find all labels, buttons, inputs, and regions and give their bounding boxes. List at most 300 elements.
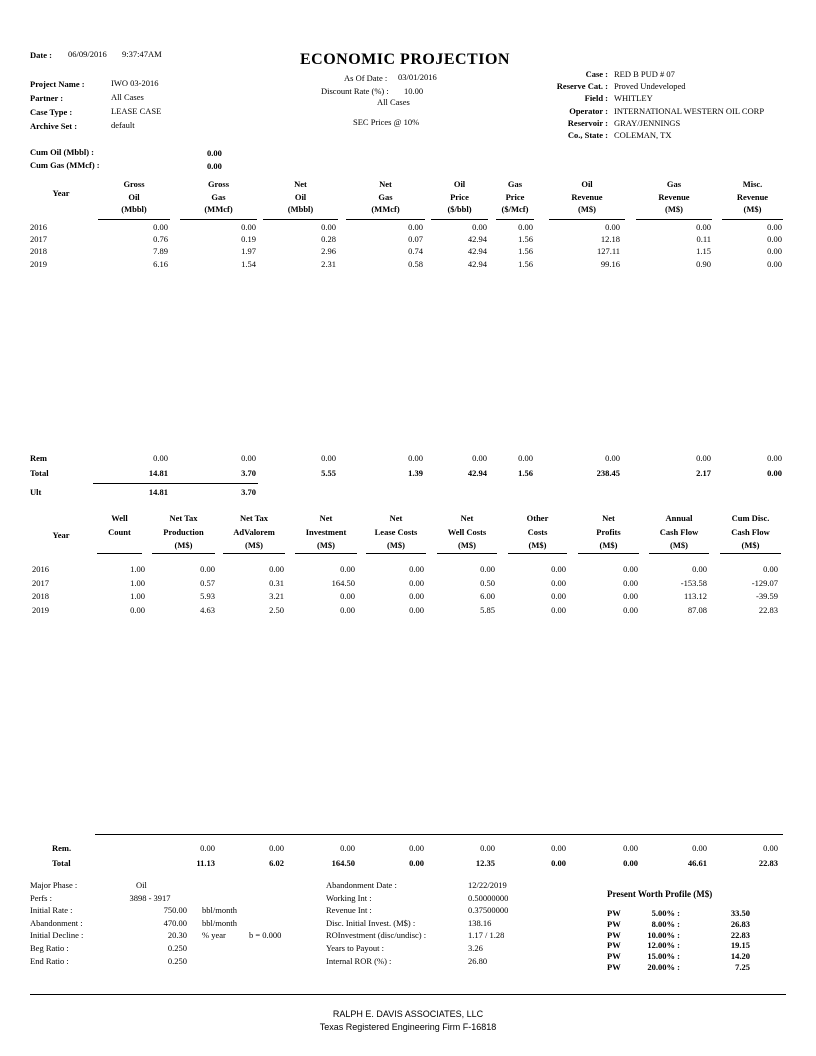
column-header-line: (M$) bbox=[458, 540, 476, 550]
field-value: Proved Undeveloped bbox=[614, 81, 686, 92]
rem-cell: 0.00 bbox=[605, 453, 620, 463]
field-label: Reservoir : bbox=[567, 117, 608, 128]
column-header-line: (MMcf) bbox=[204, 204, 233, 214]
rem-cell: 0.00 bbox=[480, 843, 495, 853]
row-year: 2019 bbox=[30, 258, 47, 269]
total-cell: 1.39 bbox=[408, 468, 423, 478]
header-underline bbox=[578, 553, 639, 554]
summary-value: Oil bbox=[136, 880, 147, 890]
summary-value: 20.30 bbox=[167, 930, 187, 941]
pw-label: PW bbox=[607, 929, 621, 940]
table-cell: 0.74 bbox=[408, 246, 423, 257]
column-header bbox=[496, 178, 534, 216]
table-cell: 0.00 bbox=[408, 222, 423, 232]
table-cell: 6.00 bbox=[480, 591, 495, 601]
total-cell: 42.94 bbox=[467, 468, 487, 478]
table-cell: 87.08 bbox=[687, 604, 707, 615]
summary-value: 3898 - 3917 bbox=[129, 892, 171, 903]
table-cell: 0.00 bbox=[767, 234, 782, 245]
summary-value: 0.50000000 bbox=[468, 892, 509, 903]
total-cell: 3.70 bbox=[241, 468, 256, 478]
column-header-line: Oil bbox=[453, 179, 466, 189]
total-cell: 1.56 bbox=[518, 468, 533, 478]
table-cell: 0.31 bbox=[269, 577, 284, 588]
total-cell: 0.00 bbox=[623, 858, 638, 868]
column-header-line: (Mbbl) bbox=[287, 204, 314, 214]
summary-value: 0.250 bbox=[167, 943, 187, 953]
cum-oil-label: Cum Oil (Mbbl) : bbox=[30, 147, 94, 157]
field-label: Operator : bbox=[569, 105, 608, 116]
summary-value: 470.00 bbox=[163, 917, 187, 928]
date-label: Date : bbox=[30, 50, 52, 60]
table-cell: -39.59 bbox=[756, 591, 778, 601]
column-header-line: (M$) bbox=[317, 540, 335, 550]
table-cell: -129.07 bbox=[751, 577, 778, 588]
header-underline bbox=[223, 553, 285, 554]
total-cell: 6.02 bbox=[269, 858, 284, 868]
table-cell: 1.97 bbox=[241, 246, 256, 257]
table-cell: 0.00 bbox=[763, 564, 778, 574]
column-header bbox=[720, 512, 781, 553]
column-header-line: Well bbox=[111, 513, 128, 523]
summary-value: 12/22/2019 bbox=[468, 880, 507, 890]
column-header-line: Net Tax bbox=[169, 513, 198, 523]
table-cell: 0.00 bbox=[480, 564, 495, 574]
column-header-line: ($/bbl) bbox=[447, 204, 472, 214]
table-cell: 0.00 bbox=[767, 246, 782, 257]
table-cell: 0.00 bbox=[409, 564, 424, 574]
field-label: Co., State : bbox=[567, 130, 608, 140]
total-cell: 0.00 bbox=[767, 468, 782, 478]
pw-value: 26.83 bbox=[730, 918, 750, 929]
field-value: All Cases bbox=[111, 92, 144, 102]
cum-gas-label: Cum Gas (MMcf) : bbox=[30, 160, 100, 170]
table-cell: 99.16 bbox=[600, 258, 620, 269]
summary-value: 138.16 bbox=[468, 917, 492, 928]
table-cell: 2.96 bbox=[321, 246, 336, 257]
rem-cell: 0.00 bbox=[153, 453, 168, 463]
column-header-line: (Mbbl) bbox=[121, 204, 147, 214]
table-cell: 0.00 bbox=[551, 577, 566, 588]
total-cell: 22.83 bbox=[758, 858, 778, 868]
table-cell: 0.11 bbox=[696, 234, 711, 245]
table-cell: 127.11 bbox=[596, 246, 620, 257]
summary-label: Major Phase : bbox=[30, 880, 78, 890]
column-header-line: Revenue bbox=[658, 191, 690, 202]
pw-value: 14.20 bbox=[730, 951, 750, 962]
header-underline bbox=[97, 553, 142, 554]
cum-oil-value: 0.00 bbox=[207, 148, 222, 158]
table-cell: 0.00 bbox=[241, 222, 256, 232]
column-header-line: Count bbox=[108, 526, 131, 537]
table-cell: 0.00 bbox=[551, 564, 566, 574]
table-cell: 42.94 bbox=[467, 234, 487, 245]
column-header-line: Misc. bbox=[742, 179, 763, 189]
year-header: Year bbox=[52, 530, 70, 540]
field-label: Partner : bbox=[30, 93, 64, 103]
table-cell: 5.93 bbox=[200, 591, 215, 601]
table-cell: 0.19 bbox=[241, 234, 256, 245]
column-header-line: Production bbox=[163, 526, 204, 537]
summary-label: Revenue Int : bbox=[326, 905, 372, 916]
column-header-line: Net bbox=[379, 179, 392, 189]
column-header bbox=[508, 512, 567, 553]
pw-value: 7.25 bbox=[735, 962, 750, 972]
column-header-line: Gas bbox=[211, 191, 226, 202]
table-cell: 0.00 bbox=[623, 591, 638, 601]
column-header-line: Net bbox=[602, 513, 615, 523]
pw-rate: 15.00% : bbox=[647, 951, 680, 962]
row-year: 2017 bbox=[30, 234, 47, 245]
column-header bbox=[263, 178, 338, 216]
firm-registration: Texas Registered Engineering Firm F-16818 bbox=[319, 1022, 497, 1032]
table-cell: 0.00 bbox=[200, 564, 215, 574]
table-cell: 0.00 bbox=[551, 591, 566, 601]
column-header-line: (M$) bbox=[665, 204, 683, 214]
column-header-line: (M$) bbox=[245, 540, 263, 550]
summary-label: ROInvestment (disc/undisc) : bbox=[326, 930, 427, 941]
field-label: Project Name : bbox=[30, 79, 85, 89]
table-cell: 0.00 bbox=[551, 604, 566, 615]
table-cell: 4.63 bbox=[200, 604, 215, 615]
field-value: GRAY/JENNINGS bbox=[614, 117, 681, 128]
table-cell: 5.85 bbox=[480, 604, 495, 615]
row-year: 2017 bbox=[32, 577, 49, 588]
table-cell: 0.00 bbox=[130, 604, 145, 615]
pw-rate: 20.00% : bbox=[647, 962, 680, 972]
column-header-line: Oil bbox=[294, 191, 307, 202]
column-header-line: Annual bbox=[665, 513, 693, 523]
header-underline bbox=[98, 219, 170, 220]
column-header-line: Cash Flow bbox=[731, 526, 770, 537]
column-header-line: Oil bbox=[581, 179, 593, 189]
column-header-line: Oil bbox=[128, 191, 140, 202]
column-header bbox=[295, 512, 357, 553]
pw-rate: 8.00% : bbox=[651, 918, 680, 929]
column-header-line bbox=[97, 539, 142, 553]
rem-label: Rem. bbox=[52, 843, 72, 853]
rem-cell: 0.00 bbox=[692, 843, 707, 853]
table-cell: 1.00 bbox=[130, 591, 145, 601]
table-cell: 0.90 bbox=[696, 258, 711, 269]
column-header bbox=[180, 178, 257, 216]
rem-cell: 0.00 bbox=[696, 453, 711, 463]
column-header bbox=[366, 512, 426, 553]
column-header-line: AdValorem bbox=[233, 526, 275, 537]
field-label: Archive Set : bbox=[30, 121, 78, 131]
table-cell: 1.56 bbox=[518, 258, 533, 269]
total-cell: 0.00 bbox=[551, 858, 566, 868]
column-header bbox=[437, 512, 497, 553]
ult-divider bbox=[93, 483, 258, 484]
row-year: 2018 bbox=[32, 591, 49, 601]
table-cell: 0.00 bbox=[153, 222, 168, 232]
summary-value: 750.00 bbox=[163, 905, 187, 916]
table-cell: 0.50 bbox=[480, 577, 495, 588]
sec-prices-label: SEC Prices @ 10% bbox=[353, 117, 420, 127]
table-cell: 0.00 bbox=[340, 591, 355, 601]
total-label: Total bbox=[52, 858, 71, 868]
summary-label: Perfs : bbox=[30, 892, 52, 903]
table-cell: 0.57 bbox=[200, 577, 215, 588]
pw-label: PW bbox=[607, 962, 621, 972]
table-cell: 1.56 bbox=[518, 246, 533, 257]
pw-profile-title: Present Worth Profile (M$) bbox=[607, 889, 713, 899]
column-header bbox=[97, 512, 142, 553]
column-header-line: Gross bbox=[207, 179, 230, 189]
table-cell: 0.76 bbox=[153, 234, 168, 245]
pw-label: PW bbox=[607, 908, 621, 918]
column-header-line: ($/Mcf) bbox=[501, 204, 529, 214]
rem-cell: 0.00 bbox=[340, 843, 355, 853]
total-cell: 238.45 bbox=[596, 468, 620, 478]
summary-unit: % year bbox=[202, 930, 226, 941]
discount-value: 10.00 bbox=[404, 86, 424, 96]
table-cell: 1.00 bbox=[130, 564, 145, 574]
header-underline bbox=[346, 219, 425, 220]
column-header-line: (M$) bbox=[741, 540, 760, 550]
column-header bbox=[636, 178, 712, 216]
column-header-line: Revenue bbox=[736, 191, 769, 202]
column-header-line: Net bbox=[294, 179, 307, 189]
pw-rate: 5.00% : bbox=[651, 908, 680, 918]
column-header-line: Cash Flow bbox=[659, 526, 699, 537]
summary-value: 0.250 bbox=[167, 955, 187, 966]
rem-cell: 0.00 bbox=[767, 453, 782, 463]
column-header-line: Price bbox=[505, 191, 525, 202]
row-year: 2018 bbox=[30, 246, 47, 257]
table-cell: 0.00 bbox=[623, 604, 638, 615]
column-header-line: (M$) bbox=[578, 204, 596, 214]
header-underline bbox=[437, 553, 497, 554]
column-header bbox=[578, 512, 639, 553]
table-cell: 0.58 bbox=[408, 258, 423, 269]
footer-divider bbox=[30, 994, 786, 995]
column-header-line: (M$) bbox=[528, 540, 547, 550]
header-underline bbox=[649, 553, 709, 554]
column-header-line: Lease Costs bbox=[374, 526, 418, 537]
column-header bbox=[152, 512, 215, 553]
total-cell: 2.17 bbox=[696, 468, 711, 478]
table-cell: 0.00 bbox=[696, 222, 711, 232]
total-label: Total bbox=[30, 468, 49, 478]
table-cell: 0.00 bbox=[605, 222, 620, 232]
header-underline bbox=[720, 553, 781, 554]
header-underline bbox=[295, 553, 357, 554]
column-header-line: Cum Disc. bbox=[731, 513, 770, 523]
total-cell: 12.35 bbox=[475, 858, 495, 868]
column-header bbox=[431, 178, 488, 216]
time-value: 9:37:47AM bbox=[122, 49, 162, 59]
total-cell: 11.13 bbox=[196, 858, 215, 868]
discount-label: Discount Rate (%) : bbox=[321, 86, 389, 96]
header-underline bbox=[508, 553, 567, 554]
column-header-line: Net bbox=[389, 513, 403, 523]
summary-label: Internal ROR (%) : bbox=[326, 955, 392, 966]
header-underline bbox=[722, 219, 783, 220]
summary-label: Disc. Initial Invest. (M$) : bbox=[326, 917, 416, 928]
table-cell: 0.00 bbox=[269, 564, 284, 574]
column-header-line: (M$) bbox=[174, 540, 193, 550]
field-value: IWO 03-2016 bbox=[111, 78, 159, 88]
summary-value: 1.17 / 1.28 bbox=[468, 930, 505, 941]
table-cell: 0.00 bbox=[409, 591, 424, 601]
summary-label: Abandonment : bbox=[30, 917, 83, 928]
field-value: INTERNATIONAL WESTERN OIL CORP bbox=[614, 105, 765, 116]
column-header-line: Net Tax bbox=[239, 513, 269, 523]
summary-label: Initial Rate : bbox=[30, 905, 73, 916]
column-header bbox=[722, 178, 783, 216]
table-cell: 42.94 bbox=[467, 246, 487, 257]
table-cell: 0.00 bbox=[623, 577, 638, 588]
header-underline bbox=[549, 219, 625, 220]
pw-rate: 10.00% : bbox=[647, 929, 680, 940]
table-cell: 0.00 bbox=[623, 564, 638, 574]
ult-cell: 3.70 bbox=[241, 487, 256, 497]
column-header-line: (MMcf) bbox=[371, 204, 400, 214]
column-header-line: Other bbox=[526, 513, 549, 523]
table-cell: 1.15 bbox=[696, 246, 711, 257]
table-cell: 0.00 bbox=[767, 258, 782, 269]
header-underline bbox=[496, 219, 534, 220]
rem-label: Rem bbox=[30, 453, 47, 463]
column-header-line: Well Costs bbox=[447, 526, 487, 537]
table-cell: 113.12 bbox=[683, 591, 707, 601]
summary-label: Years to Payout : bbox=[326, 943, 384, 953]
rem-cell: 0.00 bbox=[518, 453, 533, 463]
column-header bbox=[346, 178, 425, 216]
column-header-line: Gas bbox=[507, 179, 523, 189]
header-underline bbox=[180, 219, 257, 220]
field-label: Case Type : bbox=[30, 107, 73, 117]
summary-label: Initial Decline : bbox=[30, 930, 84, 941]
column-header-line: Gas bbox=[378, 191, 393, 202]
pw-label: PW bbox=[607, 951, 621, 962]
table-cell: 22.83 bbox=[758, 604, 778, 615]
total-cell: 164.50 bbox=[331, 858, 355, 868]
rem-cell: 0.00 bbox=[763, 843, 778, 853]
all-cases-label: All Cases bbox=[377, 97, 410, 107]
table-cell: 0.00 bbox=[518, 222, 533, 232]
date-value: 06/09/2016 bbox=[68, 49, 107, 59]
summary-label: Beg Ratio : bbox=[30, 943, 69, 953]
table-cell: 2.50 bbox=[269, 604, 284, 615]
total-cell: 0.00 bbox=[409, 858, 424, 868]
cum-gas-value: 0.00 bbox=[207, 161, 222, 171]
column-header-line: Net bbox=[319, 513, 333, 523]
page-title: ECONOMIC PROJECTION bbox=[300, 51, 510, 68]
field-label: Case : bbox=[585, 69, 608, 79]
field-label: Reserve Cat. : bbox=[556, 81, 608, 92]
table-cell: 7.89 bbox=[153, 246, 168, 257]
table-cell: 42.94 bbox=[467, 258, 487, 269]
table-cell: 164.50 bbox=[331, 577, 355, 588]
table-cell: 0.00 bbox=[409, 604, 424, 615]
row-year: 2016 bbox=[32, 564, 49, 574]
pw-value: 22.83 bbox=[730, 929, 750, 940]
column-header-line: (M$) bbox=[387, 540, 405, 550]
summary-label: Working Int : bbox=[326, 892, 372, 903]
pw-label: PW bbox=[607, 918, 621, 929]
table-cell: 3.21 bbox=[269, 591, 284, 601]
summary-unit: bbl/month bbox=[202, 917, 237, 928]
table-cell: 0.00 bbox=[767, 222, 782, 232]
column-header bbox=[223, 512, 285, 553]
summary-label: End Ratio : bbox=[30, 955, 69, 966]
field-label: Field : bbox=[584, 93, 608, 104]
total-cell: 46.61 bbox=[687, 858, 707, 868]
total-cell: 14.81 bbox=[148, 468, 168, 478]
header-underline bbox=[636, 219, 712, 220]
pw-value: 33.50 bbox=[730, 908, 750, 918]
header-underline bbox=[431, 219, 488, 220]
rem-cell: 0.00 bbox=[321, 453, 336, 463]
table-cell: 6.16 bbox=[153, 258, 168, 269]
year-header: Year bbox=[52, 188, 70, 198]
field-value: default bbox=[111, 120, 135, 130]
rem-cell: 0.00 bbox=[409, 843, 424, 853]
rem-cell: 0.00 bbox=[472, 453, 487, 463]
column-header-line: Net bbox=[460, 513, 474, 523]
total-cell: 5.55 bbox=[321, 468, 336, 478]
column-header-line: (M$) bbox=[670, 540, 688, 550]
pw-value: 19.15 bbox=[730, 940, 750, 951]
ult-cell: 14.81 bbox=[148, 487, 168, 497]
field-value: COLEMAN, TX bbox=[614, 130, 672, 140]
summary-label: Abandonment Date : bbox=[326, 880, 397, 890]
as-of-label: As Of Date : bbox=[344, 73, 388, 83]
field-value: LEASE CASE bbox=[111, 106, 162, 116]
table-cell: 0.00 bbox=[472, 222, 487, 232]
rem-cell: 0.00 bbox=[551, 843, 566, 853]
table-cell: 1.54 bbox=[241, 258, 256, 269]
summary-extra: b = 0.000 bbox=[249, 930, 282, 941]
rem-cell: 0.00 bbox=[200, 843, 215, 853]
firm-name: RALPH E. DAVIS ASSOCIATES, LLC bbox=[332, 1009, 484, 1019]
column-header bbox=[98, 178, 170, 216]
column-header bbox=[649, 512, 709, 553]
rem-cell: 0.00 bbox=[241, 453, 256, 463]
summary-value: 0.37500000 bbox=[468, 905, 509, 916]
table-cell: 0.28 bbox=[321, 234, 336, 245]
as-of-value: 03/01/2016 bbox=[398, 72, 437, 82]
row-year: 2016 bbox=[30, 222, 47, 232]
header-underline bbox=[263, 219, 338, 220]
column-header-line: Profits bbox=[596, 526, 621, 537]
field-value: WHITLEY bbox=[614, 93, 653, 104]
summary-value: 3.26 bbox=[468, 943, 483, 953]
table-cell: 0.00 bbox=[340, 604, 355, 615]
pw-label: PW bbox=[607, 940, 621, 951]
column-header-line: Costs bbox=[527, 526, 548, 537]
rem-cell: 0.00 bbox=[623, 843, 638, 853]
rem-divider bbox=[95, 834, 783, 835]
summary-value: 26.80 bbox=[468, 955, 488, 966]
column-header-line: Investment bbox=[305, 526, 347, 537]
column-header bbox=[549, 178, 625, 216]
column-header-line: Gross bbox=[123, 179, 145, 189]
summary-unit: bbl/month bbox=[202, 905, 237, 916]
table-cell: 1.00 bbox=[130, 577, 145, 588]
pw-rate: 12.00% : bbox=[647, 940, 680, 951]
table-cell: 0.07 bbox=[408, 234, 423, 245]
table-cell: 0.00 bbox=[321, 222, 336, 232]
rem-cell: 0.00 bbox=[269, 843, 284, 853]
column-header-line: (M$) bbox=[743, 204, 762, 214]
field-value: RED B PUD # 07 bbox=[614, 69, 675, 79]
row-year: 2019 bbox=[32, 604, 49, 615]
column-header-line: Revenue bbox=[571, 191, 603, 202]
